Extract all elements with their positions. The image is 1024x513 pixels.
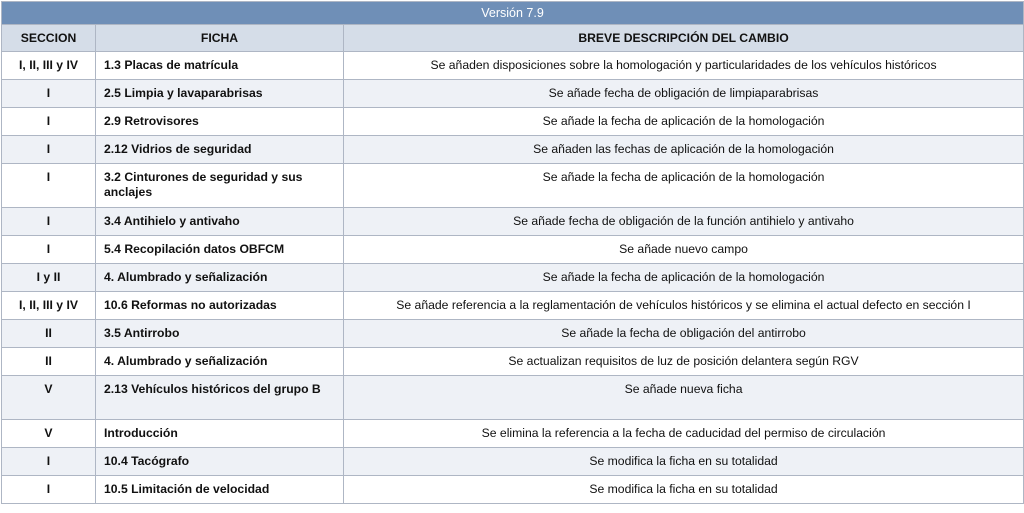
column-header-seccion: SECCION: [2, 25, 96, 52]
table-row: [2, 420, 1024, 448]
cell-seccion: I, II, III y IV: [2, 292, 96, 320]
table-title-row: [2, 2, 1024, 25]
cell-descripcion: Se elimina la referencia a la fecha de caducidad del permiso de circulación: [344, 420, 1024, 448]
cell-ficha: 2.9 Retrovisores: [96, 108, 344, 136]
cell-descripcion: Se añade la fecha de obligación del antirrobo: [344, 320, 1024, 348]
cell-descripcion: Se añade fecha de obligación de la función antihielo y antivaho: [344, 208, 1024, 236]
table-row: [2, 348, 1024, 376]
cell-ficha: 2.5 Limpia y lavaparabrisas: [96, 80, 344, 108]
cell-ficha: 4. Alumbrado y señalización: [96, 348, 344, 376]
cell-ficha: 5.4 Recopilación datos OBFCM: [96, 236, 344, 264]
cell-ficha: 1.3 Placas de matrícula: [96, 52, 344, 80]
cell-seccion: I: [2, 476, 96, 504]
cell-ficha: 2.13 Vehículos históricos del grupo B: [96, 376, 344, 420]
cell-seccion: I: [2, 136, 96, 164]
cell-seccion: II: [2, 320, 96, 348]
cell-descripcion: Se actualizan requisitos de luz de posición delantera según RGV: [344, 348, 1024, 376]
changes-table-container: [1, 1, 1023, 504]
cell-descripcion: Se modifica la ficha en su totalidad: [344, 476, 1024, 504]
cell-seccion: I: [2, 448, 96, 476]
table-row: [2, 236, 1024, 264]
cell-seccion: I: [2, 108, 96, 136]
table-row: [2, 264, 1024, 292]
cell-descripcion: Se añade la fecha de aplicación de la homologación: [344, 108, 1024, 136]
cell-seccion: I y II: [2, 264, 96, 292]
cell-seccion: I, II, III y IV: [2, 52, 96, 80]
changes-table: [1, 1, 1024, 504]
table-row: [2, 448, 1024, 476]
cell-descripcion: Se modifica la ficha en su totalidad: [344, 448, 1024, 476]
cell-seccion: V: [2, 420, 96, 448]
column-header-descripcion: BREVE DESCRIPCIÓN DEL CAMBIO: [344, 25, 1024, 52]
table-row: [2, 292, 1024, 320]
cell-descripcion: Se añade la fecha de aplicación de la homologación: [344, 164, 1024, 208]
cell-ficha: 10.6 Reformas no autorizadas: [96, 292, 344, 320]
cell-ficha: 3.4 Antihielo y antivaho: [96, 208, 344, 236]
cell-seccion: I: [2, 164, 96, 208]
cell-descripcion: Se añade fecha de obligación de limpiaparabrisas: [344, 80, 1024, 108]
cell-ficha: 3.5 Antirrobo: [96, 320, 344, 348]
table-row: [2, 136, 1024, 164]
cell-descripcion: Se añaden disposiciones sobre la homologación y particularidades de los vehículos históricos: [344, 52, 1024, 80]
cell-descripcion: Se añade la fecha de aplicación de la homologación: [344, 264, 1024, 292]
version-title: Versión 7.9: [2, 2, 1024, 25]
cell-seccion: I: [2, 80, 96, 108]
column-header-ficha: FICHA: [96, 25, 344, 52]
cell-seccion: I: [2, 208, 96, 236]
cell-seccion: V: [2, 376, 96, 420]
table-row: [2, 476, 1024, 504]
table-row: [2, 52, 1024, 80]
table-row: [2, 376, 1024, 420]
cell-seccion: II: [2, 348, 96, 376]
table-row: [2, 80, 1024, 108]
cell-ficha: 2.12 Vidrios de seguridad: [96, 136, 344, 164]
cell-ficha: 3.2 Cinturones de seguridad y sus anclajes: [96, 164, 344, 208]
table-row: [2, 320, 1024, 348]
cell-ficha: 10.4 Tacógrafo: [96, 448, 344, 476]
cell-ficha: Introducción: [96, 420, 344, 448]
cell-descripcion: Se añade nuevo campo: [344, 236, 1024, 264]
table-row: [2, 208, 1024, 236]
table-row: [2, 108, 1024, 136]
cell-ficha: 4. Alumbrado y señalización: [96, 264, 344, 292]
table-row: [2, 164, 1024, 208]
cell-descripcion: Se añade referencia a la reglamentación de vehículos históricos y se elimina el actual defecto en sección I: [344, 292, 1024, 320]
cell-descripcion: Se añade nueva ficha: [344, 376, 1024, 420]
cell-descripcion: Se añaden las fechas de aplicación de la homologación: [344, 136, 1024, 164]
cell-ficha: 10.5 Limitación de velocidad: [96, 476, 344, 504]
table-header-row: [2, 25, 1024, 52]
cell-seccion: I: [2, 236, 96, 264]
